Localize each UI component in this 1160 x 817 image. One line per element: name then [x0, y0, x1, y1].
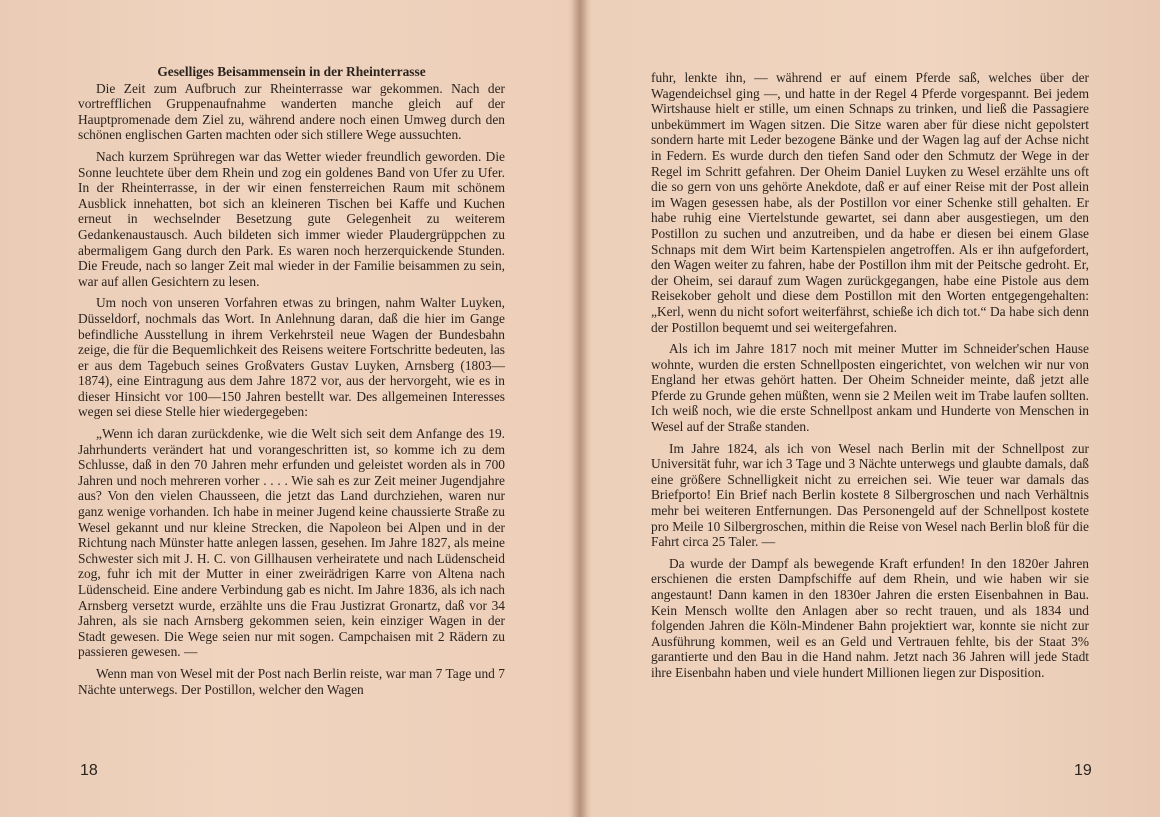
left-page [0, 0, 574, 817]
paragraph: Da wurde der Dampf als bewegende Kraft erfunden! In den 1820er Jahren erschienen die ersten Dampfschiffe auf dem Rhein, und wie haben wir sie angestaunt! Dann kamen in den 1830er Jahren die ersten Eisenbahnen in Bau. Kein Mensch wollte den Anlagen aber so recht trauen, und als 1834 und folgenden Jahren die Köln-Mindener Bahn projektiert war, konnte sie nicht zur Ausführung kommen, weil es an Geld und Vertrauen fehlte, bis der Staat 3% garantierte und den Bau in die Hand nahm. Jetzt nach 36 Jahren will jede Stadt ihre Eisenbahn haben und viele hundert Millionen liegen zur Disposition. [651, 555, 1089, 680]
right-text-column [651, 70, 1089, 687]
section-heading: Geselliges Beisammensein in der Rheinterrasse [157, 64, 426, 79]
left-text-column [78, 64, 505, 703]
paragraph: fuhr, lenkte ihn, — während er auf einem Pferde saß, welches über der Wagendeichsel ging —, und hatte in der Regel 4 Pferde vorgespannt. Bei jedem Wirtshause hielt er stille, um einen Schnaps zu trinken, und ließ die Passagiere unbekümmert im Wagen sitzen. Die Sitze waren aber für diese nicht gepolstert sondern harte mit Leder bezogene Bänke und der Wagen lag auf der Achse nicht in Federn. Es wurde durch den tiefen Sand oder den Schmutz der Wege in der Regel im Schritt gefahren. Der Oheim Daniel Luyken zu Wesel erzählte uns oft die so gern von uns gehörte Anekdote, daß er auf einer Reise mit der Post allein im Wagen gesessen habe, als der Postillon vor einer Schenke still gehalten. Er habe ruhig eine Viertelstunde gewartet, sei dann aber ausgestiegen, um den Postillon zu suchen und anzutreiben, und da habe er diesen bei einem Glase Schnaps mit dem Wirt beim Kartenspielen angetroffen. Als er ihn aufgefordert, den Wagen weiter zu fahren, habe der Postillon ihm mit der Peitsche gedroht. Er, der Oheim, sei darauf zum Wagen zurückgegangen, habe eine Pistole aus dem Reisekober geholt und diese dem Postillon mit den Worten entgegengehalten: „Kerl, wenn du nicht sofort weiterfährst, schieße ich dich tot.“ Da habe sich denn der Postillon bequemt und sei weitergefahren. [651, 70, 1089, 335]
paragraph: Nach kurzem Sprühregen war das Wetter wieder freundlich geworden. Die Sonne leuchtete über dem Rhein und zog ein goldenes Band von Ufer zu Ufer. In der Rheinterrasse, in der wir einen fensterreichen Raum mit schönem Ausblick innehatten, bot sich an kleineren Tischen bei Kaffe und Kuchen erneut in wechselnder Besetzung gute Gelegenheit zu weiterem Gedankenaustausch. Auch bildeten sich immer wieder Plaudergrüppchen zu abermaligem Gang durch den Park. Es waren noch herzerquickende Stunden. Die Freude, nach so langer Zeit mal wieder in der Familie beisammen zu sein, war auf allen Gesichtern zu lesen. [78, 148, 505, 289]
paragraph: „Wenn ich daran zurückdenke, wie die Welt sich seit dem Anfange des 19. Jahrhunderts verändert hat und vorangeschritten ist, so komme ich zu dem Schlusse, daß in den 70 Jahren mehr erfunden und geleistet worden als in 700 Jahren und noch mehreren vorher . . . . Wie sah es zur Zeit meiner Jugendjahre aus? Von den vielen Chausseen, die jetzt das Land durchziehen, waren nur ganz wenige vorhanden. Ich habe in meiner Jugend keine chaussierte Straße zu Wesel gekannt und nur kleine Strecken, die Napoleon bei Alpen und in der Richtung nach Münster hatte anlegen lassen, gesehen. Im Jahre 1827, als meine Schwester sich mit J. H. C. von Gillhausen verheiratete und nach Lüdenscheid zog, fuhr ich mit der Mutter in einer zweirädrigen Karre von Altena nach Lüdenscheid. Eine andere Verbindung gab es nicht. Im Jahre 1836, als ich nach Arnsberg versetzt wurde, erzählte uns die Frau Justizrat Gronartz, daß vor 34 Jahren, als sie nach Arnsberg gekommen seien, kein einziger Wagen in der Stadt gewesen. Die Wege seien nur mit sogen. Campchaisen mit 2 Rädern zu passieren gewesen. — [78, 426, 505, 660]
paragraph: Um noch von unseren Vorfahren etwas zu bringen, nahm Walter Luyken, Düsseldorf, nochmals das Wort. In Anlehnung daran, daß die hier im Gange befindliche Ausstellung in ihrem Verkehrsteil neue Wagen der Bundesbahn zeige, die für die Bequemlichkeit des Reisens weitere Fortschritte bedeuten, las er aus dem Tagebuch seines Großvaters Gustav Luyken, Arnsberg (1803—1874), eine Eintragung aus dem Jahre 1872 vor, aus der hervorgeht, wie es in dieser Hinsicht vor 100—150 Jahren bestellt war. Des allgemeinen Interesses wegen sei diese Stelle hier wiedergegeben: [78, 295, 505, 420]
page-number: 19 [1074, 762, 1092, 779]
paragraph: Wenn man von Wesel mit der Post nach Berlin reiste, war man 7 Tage und 7 Nächte unterwegs. Der Postillon, welcher den Wagen [78, 665, 505, 697]
right-page [586, 0, 1160, 817]
paragraph: Die Zeit zum Aufbruch zur Rheinterrasse war gekommen. Nach der vortrefflichen Gruppenaufnahme wanderten manche gleich auf der Hauptpromenade dem Ziel zu, während andere noch einen Umweg durch den schönen englischen Garten machten oder sich stillere Wege aussuchten. [78, 80, 505, 143]
page-number: 18 [80, 762, 98, 779]
paragraph: Als ich im Jahre 1817 noch mit meiner Mutter im Schneider'schen Hause wohnte, wurden die ersten Schnellposten eingerichtet, von welchen wir nur von England her etwas gehört hatten. Der Oheim Schneider meinte, daß jetzt alle Pferde zu Grunde gehen müßten, wenn sie 2 Meilen weit im Trabe laufen sollten. Ich weiß noch, wie die erste Schnellpost ankam und Hunderte von Menschen in Wesel auf der Straße standen. [651, 341, 1089, 435]
paragraph: Im Jahre 1824, als ich von Wesel nach Berlin mit der Schnellpost zur Universität fuhr, war ich 3 Tage und 3 Nächte unterwegs und glaubte damals, daß eine größere Schnelligkeit nicht zu erreichen sei. Wie teuer war damals das Briefporto! Ein Brief nach Berlin kostete 8 Silbergroschen und nach Verhältnis mehr bei weiteren Entfernungen. Das Personengeld auf der Schnellpost kostete pro Meile 10 Silbergroschen, mithin die Reise von Wesel nach Berlin bloß für die Fahrt circa 25 Taler. — [651, 440, 1089, 550]
